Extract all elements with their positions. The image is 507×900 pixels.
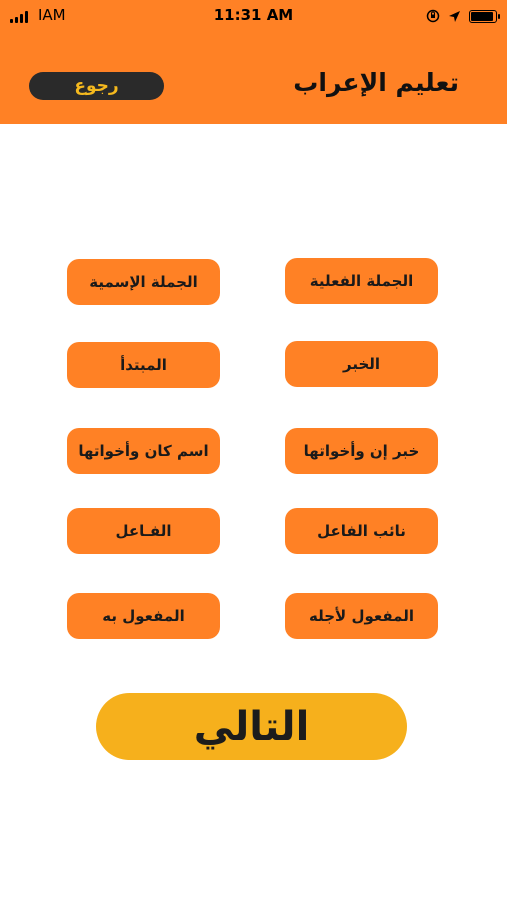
back-button[interactable]: رجوع <box>29 72 164 100</box>
battery-icon <box>469 10 497 23</box>
topic-button-passive-agent[interactable]: نائب الفاعل <box>285 508 438 554</box>
topic-button-inna-predicate[interactable]: خبر إن وأخواتها <box>285 428 438 474</box>
topic-button-subject-mubtada[interactable]: المبتدأ <box>67 342 220 388</box>
next-button[interactable]: التالي <box>96 693 407 760</box>
carrier-label: IAM <box>38 6 66 24</box>
topic-button-kana-noun[interactable]: اسم كان وأخواتها <box>67 428 220 474</box>
topic-button-predicate-khabar[interactable]: الخبر <box>285 341 438 387</box>
orientation-lock-icon <box>426 9 440 23</box>
app-header <box>0 0 507 124</box>
page-title: تعليم الإعراب <box>293 68 459 97</box>
topic-button-object-of-purpose[interactable]: المفعول لأجله <box>285 593 438 639</box>
topic-button-verbal-sentence[interactable]: الجملة الفعلية <box>285 258 438 304</box>
status-bar <box>0 0 507 32</box>
status-icons <box>426 7 497 25</box>
topic-button-agent[interactable]: الفـاعل <box>67 508 220 554</box>
topic-button-nominal-sentence[interactable]: الجملة الإسمية <box>67 259 220 305</box>
topic-button-direct-object[interactable]: المفعول به <box>67 593 220 639</box>
status-time: 11:31 AM <box>213 6 294 24</box>
location-arrow-icon <box>448 10 461 23</box>
